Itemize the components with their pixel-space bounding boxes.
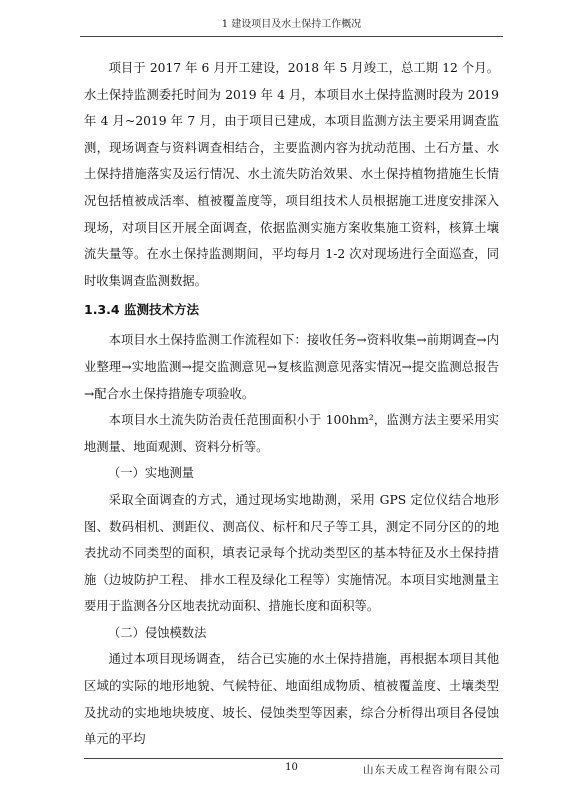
paragraph-erosion-modulus: 通过本项目现场调查， 结合已实施的水土保持措施，再根据本项目其他区域的实际的地形地貌、气候特征、地面组成物质、植被覆盖度、土壤类型及扰动的实地地块坡度、坡长、侵蚀类型等因素，综合分析得出项目各侵蚀单元的平均 — [84, 652, 499, 747]
section-number: 1.3.4 — [84, 302, 120, 318]
paragraph-field-measurement: 采取全面调查的方式，通过现场实地勘测，采用 GPS 定位仪结合地形图、数码相机、测距仪、测高仪、标杆和尺子等工具，测定不同分区的的地表扰动不同类型的面积，填表记录每个扰动类型区的基本特征及水土保持措施（边坡防护工程、 排水工程及绿化工程等）实施情况。本项目实地测量主要用于监测各分区地表扰动面积、措施长度和面积等。 — [84, 492, 499, 614]
page-header — [80, 18, 503, 37]
page-number: 10 — [285, 762, 298, 773]
section-heading — [84, 297, 499, 323]
subheading-erosion-modulus: （二）侵蚀模数法 — [108, 625, 207, 640]
company-name: 山东天成工程咨询有限公司 — [363, 764, 501, 776]
document-body — [84, 55, 499, 753]
subheading-field-measurement: （一）实地测量 — [108, 466, 195, 481]
paragraph-schedule: 项目于 2017 年 6 月开工建设，2018 年 5 月竣工，总工期 12 个月。水土保持监测委托时间为 2019 年 4 月，本项目水土保持监测时段为 2019 年 4 月~2019 年 7 月，由于项目已建成，本项目监测方法主要采用调查监测，现场调查与资料调查相结合，主要监测内容为扰动范围、土石方量、水土保持措施落实及运行情况、水土流失防治效果、水土保持植物措施生长情况包括植被成活率、植被覆盖度等，项目组技术人员根据施工进度安排深入现场，对项目区开展全面调查，依据监测实施方案收集施工资料，核算土壤流失量等。在水土保持监测期间，平均每月 1-2 次对现场进行全面巡查，同时收集调查监测数据。 — [84, 61, 499, 288]
section-title: 监测技术方法 — [123, 302, 199, 318]
header-title: 1 建设项目及水土保持工作概况 — [221, 19, 362, 30]
paragraph-methods: 本项目水土流失防治责任范围面积小于 100hm²，监测方法主要采用实地测量、地面观测、资料分析等。 — [84, 413, 499, 454]
paragraph-workflow: 本项目水土保持监测工作流程如下：接收任务→资料收集→前期调查→内业整理→实地监测→提交监测意见→复核监测意见落实情况→提交监测总报告→配合水土保持措施专项验收。 — [84, 333, 499, 401]
footer-rule — [84, 758, 503, 759]
